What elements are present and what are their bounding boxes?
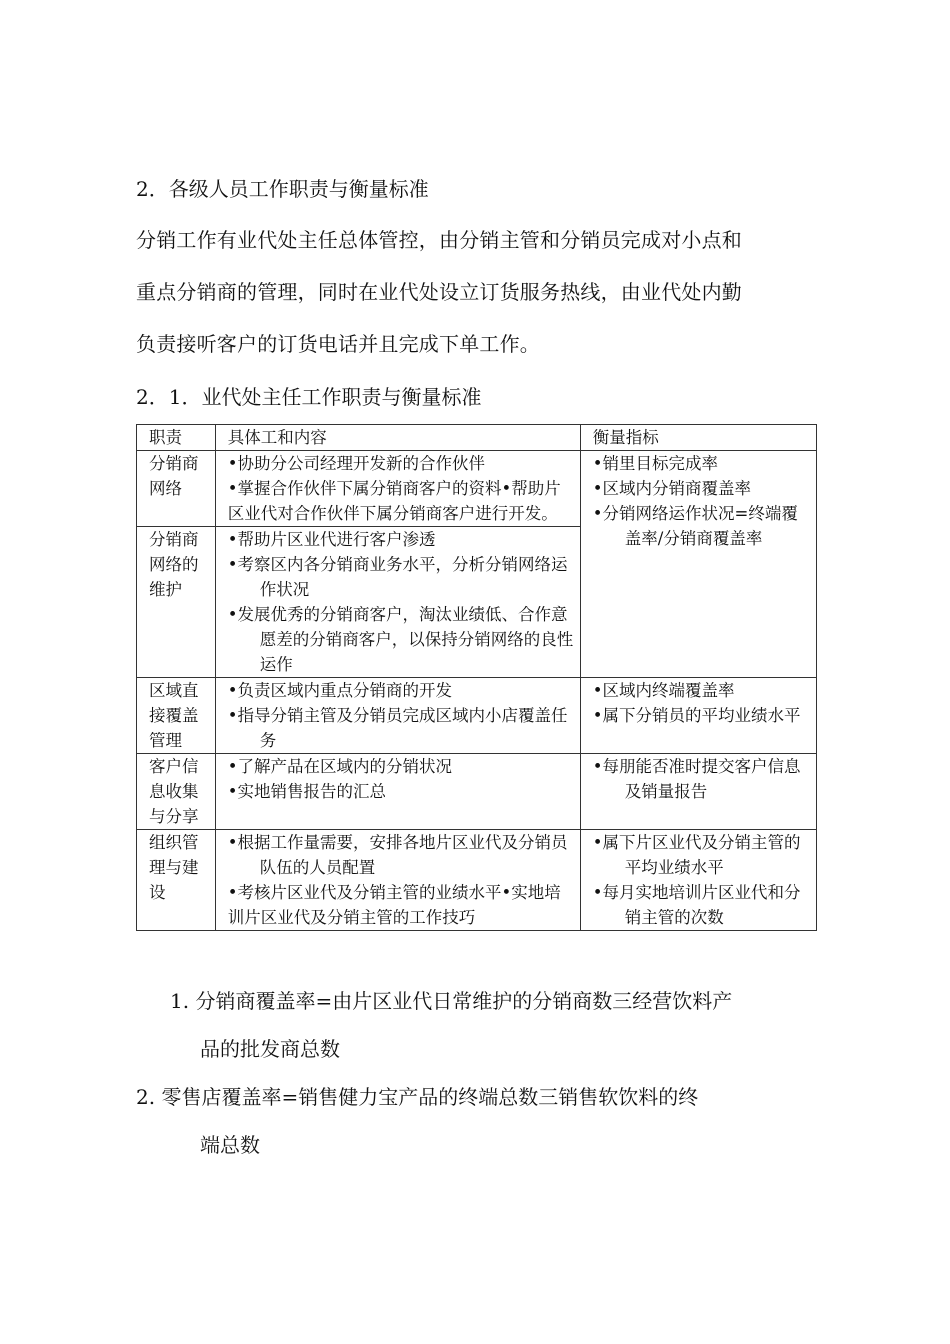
duty-cell: 客户信息收集与分享	[137, 754, 216, 830]
header-content: 具体工和内容	[215, 425, 580, 451]
duty-cell: 分销商网络的维护	[137, 527, 216, 678]
intro-paragraph	[136, 214, 826, 370]
content-item: •考核片区业代及分销主管的业绩水平•实地培训片区业代及分销主管的工作技巧	[227, 883, 561, 927]
table-header-row	[137, 425, 817, 451]
content-item: •发展优秀的分销商客户，淘汰业绩低、合作意愿差的分销商客户，以保持分销网络的良性运作	[227, 605, 574, 674]
metric-item: •属下分销员的平均业绩水平	[592, 706, 801, 725]
footnote-line: 1. 分销商覆盖率=由片区业代日常维护的分销商数三经营饮料产	[170, 989, 733, 1013]
metric-item: •每月实地培训片区业代和分销主管的次数	[592, 883, 801, 927]
content-item: •实地销售报告的汇总	[227, 782, 386, 801]
duty-cell: 组织管理与建设	[137, 830, 216, 931]
content-item: •掌握合作伙伴下属分销商客户的资料•帮助片区业代对合作伙伴下属分销商客户进行开发。	[227, 479, 561, 523]
header-duty: 职责	[137, 425, 216, 451]
intro-line: 重点分销商的管理，同时在业代处设立订货服务热线，由业代处内勤	[136, 280, 742, 304]
content-item: •帮助片区业代进行客户渗透	[227, 530, 436, 549]
metric-item: •区域内分销商覆盖率	[592, 479, 752, 498]
metrics-cell	[580, 451, 816, 678]
duty-table	[136, 424, 817, 931]
metrics-cell	[580, 830, 816, 931]
section-heading: 2．各级人员工作职责与衡量标准	[136, 177, 429, 201]
table-row	[137, 451, 817, 527]
content-item: •负责区域内重点分销商的开发	[227, 681, 452, 700]
content-cell	[215, 678, 580, 754]
intro-line: 分销工作有业代处主任总体管控，由分销主管和分销员完成对小点和	[136, 228, 742, 252]
content-cell	[215, 527, 580, 678]
content-cell	[215, 830, 580, 931]
metric-item: •销里目标完成率	[592, 454, 719, 473]
header-metrics: 衡量指标	[580, 425, 816, 451]
content-item: •指导分销主管及分销员完成区域内小店覆盖任务	[227, 706, 568, 750]
footnote-line: 端总数	[200, 1133, 260, 1157]
table-row	[137, 754, 817, 830]
intro-line: 负责接听客户的订货电话并且完成下单工作。	[136, 332, 540, 356]
table-row	[137, 678, 817, 754]
metric-item: •分销网络运作状况=终端覆盖率/分销商覆盖率	[592, 504, 798, 548]
footnote-line: 2. 零售店覆盖率=销售健力宝产品的终端总数三销售软饮料的终	[136, 1085, 699, 1109]
duty-cell: 分销商网络	[137, 451, 216, 527]
content-item: •根据工作量需要，安排各地片区业代及分销员队伍的人员配置	[227, 833, 568, 877]
table-row	[137, 830, 817, 931]
content-item: •协助分公司经理开发新的合作伙伴	[227, 454, 485, 473]
content-cell	[215, 451, 580, 527]
content-cell	[215, 754, 580, 830]
metrics-cell	[580, 754, 816, 830]
metrics-cell	[580, 678, 816, 754]
duty-cell: 区域直接覆盖管理	[137, 678, 216, 754]
subsection-heading: 2．1．业代处主任工作职责与衡量标准	[136, 385, 482, 409]
metric-item: •区域内终端覆盖率	[592, 681, 735, 700]
footnote-line: 品的批发商总数	[200, 1037, 340, 1061]
metric-item: •属下片区业代及分销主管的平均业绩水平	[592, 833, 801, 877]
content-item: •了解产品在区域内的分销状况	[227, 757, 452, 776]
content-item: •考察区内各分销商业务水平，分析分销网络运作状况	[227, 555, 568, 599]
metric-item: •每朋能否准时提交客户信息及销量报告	[592, 757, 801, 801]
